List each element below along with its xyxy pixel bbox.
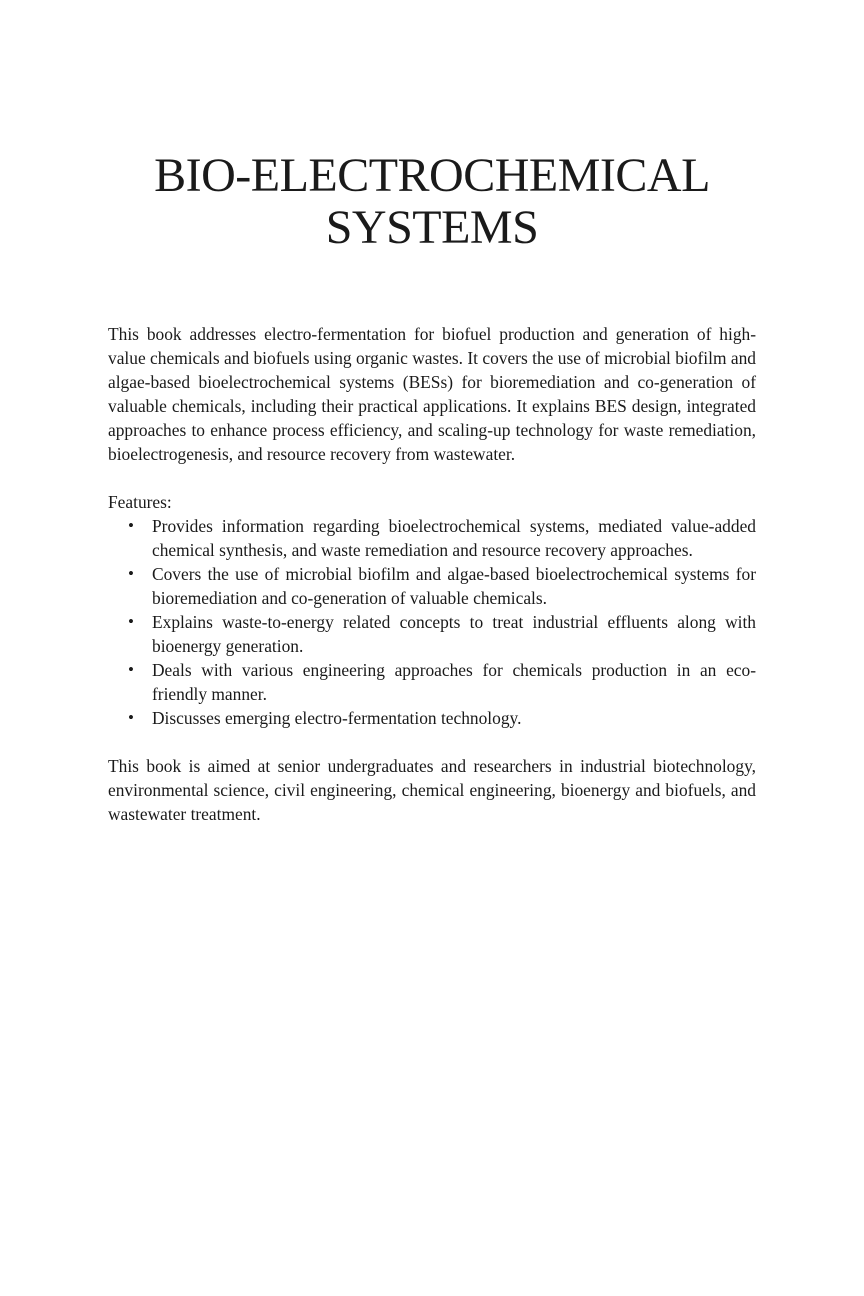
bullet-icon: • [128,612,134,631]
feature-text: Discusses emerging electro-fermentation technology. [152,708,522,728]
book-title [0,150,864,254]
bullet-icon: • [128,708,134,727]
book-title-line-2: SYSTEMS [325,201,539,254]
bullet-icon: • [128,660,134,679]
feature-text: Deals with various engineering approaches for chemicals production in an eco-friendly manner. [152,660,756,704]
book-title-line-1: BIO-ELECTROCHEMICAL [154,149,710,202]
feature-text: Explains waste-to-energy related concepts to treat industrial effluents along with bioenergy generation. [152,612,756,656]
bullet-icon: • [128,516,134,535]
book-description [108,322,756,826]
closing-paragraph: This book is aimed at senior undergraduates and researchers in industrial biotechnology, environmental science, civil engineering, chemical engineering, bioenergy and biofuels, and wastewater treatment. [108,756,756,824]
feature-item [108,562,756,610]
features-label: Features: [108,492,172,512]
feature-item [108,514,756,562]
feature-item [108,658,756,706]
bullet-icon: • [128,564,134,583]
intro-paragraph: This book addresses electro-fermentation for biofuel production and generation of high-value chemicals and biofuels using organic wastes. It covers the use of microbial biofilm and algae-based bioelectrochemical systems (BESs) for bioremediation and co-generation of valuable chemicals, including their practical applications. It explains BES design, integrated approaches to enhance process efficiency, and scaling-up technology for waste remediation, bioelectrogenesis, and resource recovery from wastewater. [108,324,756,464]
feature-text: Provides information regarding bioelectrochemical systems, mediated value-added chemical synthesis, and waste remediation and resource recovery approaches. [152,516,756,560]
feature-item [108,706,756,730]
feature-text: Covers the use of microbial biofilm and algae-based bioelectrochemical systems for bioremediation and co-generation of valuable chemicals. [152,564,756,608]
features-list [108,514,756,730]
feature-item [108,610,756,658]
